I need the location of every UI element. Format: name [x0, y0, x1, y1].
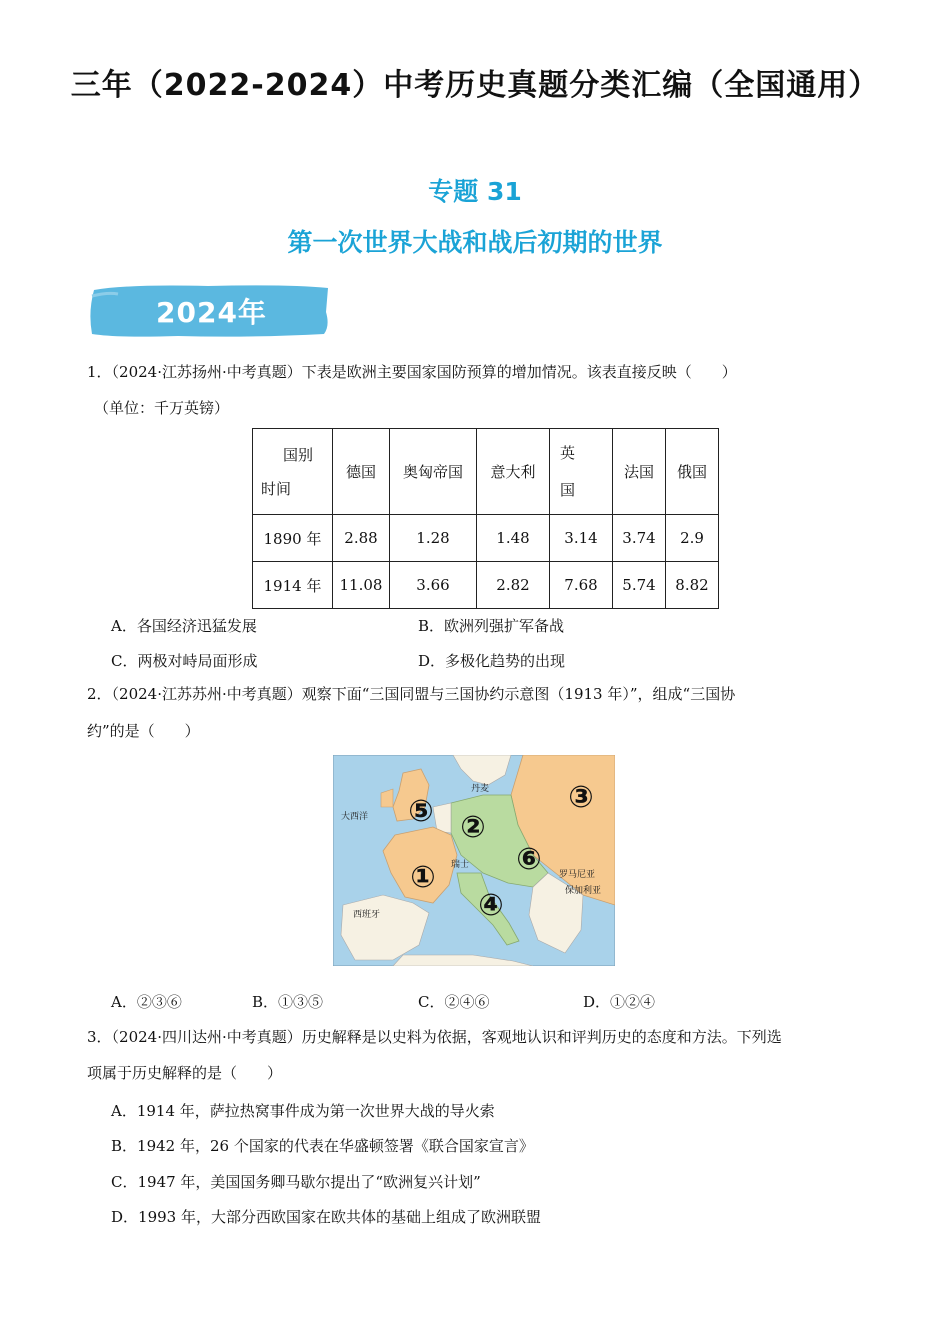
row-year: 1890 年 [253, 515, 333, 562]
question-3-option-a[interactable]: A．1914 年，萨拉热窝事件成为第一次世界大战的导火索 [111, 1102, 495, 1120]
table-cell: 1.48 [477, 515, 550, 562]
question-1-text: （2024·江苏扬州·中考真题）下表是欧洲主要国家国防预算的增加情况。该表直接反映（ ） [111, 363, 737, 381]
year-badge-label: 2024年 [156, 296, 267, 329]
map-label-ocean: 大西洋 [341, 812, 369, 822]
table-cell: 3.66 [390, 562, 477, 609]
header-cell: 俄国 [666, 429, 719, 515]
table-cell: 2.82 [477, 562, 550, 609]
year-badge [88, 282, 332, 338]
map-marker-1: ① [410, 860, 436, 895]
table-row [253, 562, 719, 609]
table-cell: 3.14 [550, 515, 613, 562]
question-2-option-d[interactable]: D．①②④ [583, 993, 656, 1011]
map-marker-2: ② [460, 810, 486, 845]
map-marker-5: ⑤ [408, 794, 434, 829]
question-3-option-c[interactable]: C．1947 年，美国国务卿马歇尔提出了“欧洲复兴计划” [111, 1173, 481, 1191]
question-3-option-d[interactable]: D．1993 年，大部分西欧国家在欧共体的基础上组成了欧洲联盟 [111, 1208, 541, 1226]
map-label-denmark: 丹麦 [471, 784, 490, 794]
header-cell: 法国 [613, 429, 666, 515]
map-marker-6: ⑥ [516, 842, 542, 877]
topic-number: 专题 31 [428, 177, 522, 206]
question-2-stem [87, 685, 735, 704]
question-3-text-line1: （2024·四川达州·中考真题）历史解释是以史料为依据，客观地认识和评判历史的态度和方法。下列选 [111, 1028, 782, 1046]
question-3-text-line2: 项属于历史解释的是（ ） [87, 1064, 283, 1082]
header-cell: 意大利 [477, 429, 550, 515]
table-cell: 2.88 [333, 515, 390, 562]
question-1-option-a[interactable]: A．各国经济迅猛发展 [111, 617, 257, 635]
question-2-number: 2． [87, 685, 112, 703]
question-1-option-b[interactable]: B．欧洲列强扩军备战 [418, 617, 565, 635]
map-label-bulgaria: 保加利亚 [565, 886, 602, 896]
map-marker-3: ③ [568, 780, 594, 815]
question-2-option-a[interactable]: A．②③⑥ [111, 993, 182, 1011]
table-row [253, 515, 719, 562]
map-label-romania: 罗马尼亚 [559, 870, 596, 880]
table-cell: 7.68 [550, 562, 613, 609]
question-3-option-b[interactable]: B．1942 年，26 个国家的代表在华盛顿签署《联合国家宣言》 [111, 1137, 534, 1155]
table-corner-cell [253, 429, 333, 515]
table-cell: 1.28 [390, 515, 477, 562]
map-graphic [333, 755, 615, 966]
map-label-spain: 西班牙 [353, 910, 381, 920]
question-2-text-line2: 约”的是（ ） [87, 722, 200, 740]
header-cell: 德国 [333, 429, 390, 515]
question-1-unit: （单位：千万英镑） [94, 399, 230, 417]
question-3-number: 3． [87, 1028, 112, 1046]
document-title: 三年（2022-2024）中考历史真题分类汇编（全国通用） [70, 68, 880, 103]
table-cell: 2.9 [666, 515, 719, 562]
table-cell: 3.74 [613, 515, 666, 562]
row-year: 1914 年 [253, 562, 333, 609]
question-1-stem [87, 363, 737, 382]
question-3-stem [87, 1028, 782, 1047]
map-label-swiss: 瑞士 [451, 860, 470, 870]
header-cell: 奥匈帝国 [390, 429, 477, 515]
topic-name: 第一次世界大战和战后初期的世界 [287, 228, 663, 257]
table-cell: 5.74 [613, 562, 666, 609]
question-1-number: 1． [87, 363, 112, 381]
europe-alliance-map [333, 755, 615, 966]
header-cell-uk [550, 429, 613, 515]
corner-country-label: 国别 [283, 445, 314, 464]
corner-time-label: 时间 [261, 479, 292, 498]
table-cell: 8.82 [666, 562, 719, 609]
header-uk-char1: 英 [560, 443, 576, 462]
question-1-option-c[interactable]: C．两极对峙局面形成 [111, 652, 258, 670]
question-2-option-c[interactable]: C．②④⑥ [418, 993, 490, 1011]
table-header-row [253, 429, 719, 515]
question-2-option-b[interactable]: B．①③⑤ [252, 993, 324, 1011]
defense-budget-table [252, 428, 719, 609]
map-marker-4: ④ [478, 888, 504, 923]
header-uk-char2: 国 [560, 480, 576, 499]
question-2-text-line1: （2024·江苏苏州·中考真题）观察下面“三国同盟与三国协约示意图（1913 年）”，组成“三国协 [111, 685, 736, 703]
table-cell: 11.08 [333, 562, 390, 609]
question-1-option-d[interactable]: D．多极化趋势的出现 [418, 652, 566, 670]
